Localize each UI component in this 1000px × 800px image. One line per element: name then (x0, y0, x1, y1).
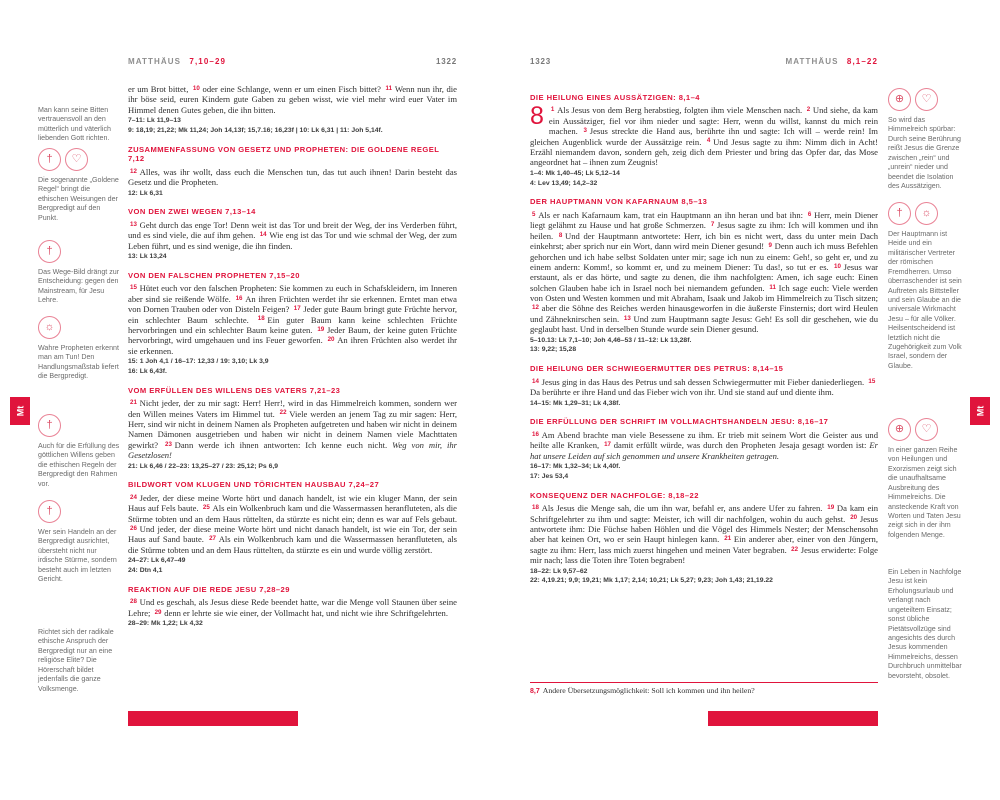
healing-icon: ⊕ (888, 418, 911, 441)
cross-references: 18–22: Lk 9,57–62 (530, 567, 588, 575)
section (128, 386, 457, 472)
section-heading: VON DEN ZWEI WEGEN 7,13–14 (128, 207, 256, 217)
cross-references: 5–10.13: Lk 7,1–10; Joh 4,46–53 / 11–12: Lk 13,28f. (530, 336, 692, 344)
verse-number: 28 (130, 598, 137, 606)
verse-number: 18 (532, 504, 539, 512)
verse-number: 19 (827, 504, 835, 512)
section (530, 93, 878, 188)
verse-paragraph: 8 $^1$ Als Jesus von dem Berg herabstieg, folgten ihm viele Menschen nach. $^2$ Und siehe, da kam ein Aussätziger, fiel vor ihm nieder und sagte: Herr, wenn du willst, kannst du mich rein machen. $^3$ Jesus streckte die Hand aus, berührte ihn und sagte: Ich will – werde rein! Im gleichen Augenblick wurde der Aussätzige rein. $^4$ Und Jesus sagte zu ihm: Nimm dich in Acht! Erzähl niemandem davon, sondern geh, zeig dich dem Priester und bring das Opfer dar, das Mose angeordnet hat – ihnen zum Zeugnis! (530, 102, 878, 168)
margin-note-icons (888, 418, 964, 441)
footer-accent-bar-left (128, 711, 298, 726)
verse-number: 25 (202, 504, 210, 512)
section (530, 491, 878, 586)
section (530, 417, 878, 481)
verse-number: 20 (850, 514, 858, 522)
verse-number: 14 (532, 377, 539, 385)
section (128, 271, 457, 377)
margin-note-icons (38, 240, 122, 263)
light-icon: ☼ (915, 202, 938, 225)
verse-number: 9 (768, 241, 772, 249)
verse-paragraph: er um Brot bittet, $^{10}$ oder eine Schlange, wenn er um einen Fisch bittet? $^{11}$ Wenn nun ihr, die ihr böse seid, euren Kindern gute Gaben zu geben wisst, wie viel mehr wird euer Vater im Himmel denen Gutes geben, die ihn bitten. (128, 84, 457, 115)
cross-references: 17: Jes 53,4 (530, 472, 569, 480)
right_page-sections (530, 84, 878, 678)
cross-references: 4: Lev 13,49; 14,2–32 (530, 179, 598, 187)
margin-note-text: So wird das Himmelreich spürbar: Durch seine Berührung reißt Jesus die Grenze zwischen „rein“ und „unrein“ nieder und beendet die Isolation des Aussätzigen. (888, 116, 961, 190)
section-reference: 7,24–27 (348, 480, 380, 490)
verse-number: 11 (769, 283, 776, 291)
section-heading: VOM ERFÜLLEN DES WILLENS DES VATERS 7,21–23 (128, 385, 341, 395)
margin-note-text: Man kann seine Bitten vertrauensvoll an den mütterlich und väterlich liebenden Gott richten. (38, 106, 111, 143)
cross-references: 24–27: Lk 6,47–49 (128, 557, 186, 565)
cross-references: 13: Lk 13,24 (128, 253, 167, 261)
running-head-left (128, 57, 226, 66)
section (128, 480, 457, 575)
verse-number: 15 (868, 377, 876, 385)
emphasized-text: Weg von mir, ihr Gesetzlosen! (128, 439, 457, 461)
cross-references: 12: Lk 6,31 (128, 189, 163, 197)
verse-number: 4 (706, 137, 711, 145)
cross-icon: † (38, 414, 61, 437)
section-reference: 8,1–4 (678, 93, 700, 102)
margin-note (38, 500, 122, 585)
book-name: MATTHÄUS (128, 57, 182, 66)
verse-number: 8 (558, 231, 563, 239)
verse-number: 7 (710, 221, 715, 229)
cross-references: 13: 9,22; 15,28 (530, 346, 577, 354)
margin-note-icons (38, 148, 122, 171)
book-name: MATTHÄUS (785, 57, 839, 66)
verse-number: 16 (235, 294, 243, 302)
verse-number: 13 (623, 314, 631, 322)
verse-paragraph: $^{24}$ Jeder, der diese meine Worte hört und danach handelt, ist wie ein kluger Mann, der sein Haus auf Fels baute. $^{25}$ Als ein Wolkenbruch kam und die Wassermassen heranfluteten, als die Stürme tobten und an dem Haus rüttelten, da stürzte es nicht ein; denn es war auf Fels gebaut. $^{26}$ Und jeder, der diese meine Worte hört und nicht danach handelt, ist wie ein Tor, der sein Haus auf Sand baute. $^{27}$ Als ein Wolkenbruch kam und die Wassermassen heranfluteten, als die Stürme tobten und an dem Haus rüttelten, da stürzte es ein und wurde völlig zerstört. (128, 492, 457, 555)
margin-note (38, 414, 122, 489)
verse-paragraph: $^{28}$ Und es geschah, als Jesus diese Rede beendet hatte, war die Menge voll Staunen über seine Lehre; $^{29}$ denn er lehrte sie wie einer, der Vollmacht hat, und nicht wie ihre Schriftgelehrten. (128, 597, 457, 618)
verse-paragraph: $^{13}$ Geht durch das enge Tor! Denn weit ist das Tor und breit der Weg, der ins Verderben führt, und es sind viele, die auf ihm gehen. $^{14}$ Wie eng ist das Tor und wie schmal der Weg, der zum Leben führt, und es sind wenige, die ihn finden. (128, 219, 457, 251)
cross-references: 9: 18,19; 21,22; Mk 11,24; Joh 14,13f; 15,7.16; 16,23f | 10: Lk 6,31 | 11: Joh 5,14f. (128, 127, 383, 134)
page-number-right: 1323 (530, 57, 551, 66)
margin-note-text: Wahre Propheten erkennt man am Tun! Den Handlungsmaßstab liefert die Bergpredigt. (38, 344, 119, 381)
margin-note-text: Richtet sich der radikale ethische Anspruch der Bergpredigt nur an eine religiöse Elite? Die Hörerschaft bildet jedenfalls die ganze Volksmenge. (38, 628, 114, 693)
section (128, 207, 457, 261)
verse-paragraph: $^{18}$ Als Jesus die Menge sah, die um ihn war, befahl er, ans andere Ufer zu fahren. $^{19}$ Da kam ein Schriftgelehrter zu ihm und sagte: Meister, ich will dir nachfolgen, wohin du auch gehst. $^{20}$ Jesus antwortete ihm: Die Füchse haben Höhlen und die Vögel des Himmels Nester; der Menschensohn aber hat keinen Ort, wo er sein Haupt hinlegen kann. $^{21}$ Ein anderer aber, einer von den Jüngern, sagte zu ihm: Herr, lass mich zuerst hingehen und meinen Vater begraben. $^{22}$ Jesus erwiderte: Folge mir nach; lass die Toten ihre Toten begraben! (530, 503, 878, 566)
margin-note-icons (888, 88, 964, 111)
heart-icon: ♡ (915, 418, 938, 441)
book-edge-tab-left (10, 397, 30, 425)
verse-number: 17 (604, 441, 611, 449)
section-reference: 8,18–22 (668, 490, 699, 500)
margin-note-text: Wer sein Handeln an der Bergpredigt ausrichtet, übersteht nicht nur irdische Stürme, sondern besteht auch im letzten Gericht. (38, 528, 117, 584)
section (128, 145, 457, 199)
chapter-range: 7,10–29 (189, 57, 227, 66)
margin-note-icons (38, 500, 122, 523)
light-icon: ☼ (38, 316, 61, 339)
section-heading: ZUSAMMENFASSUNG VON GESETZ UND PROPHETEN: DIE GOLDENE REGEL 7,12 (128, 144, 440, 164)
verse-number: 23 (165, 440, 172, 448)
margin-note-icons (888, 202, 964, 225)
cross-references: 15: 1 Joh 4,1 / 16–17: 12,33 / 19: 3,10; Lk 3,9 (128, 358, 269, 366)
footnote-text: Andere Übersetzungsmöglichkeit: Soll ich kommen und ihn heilen? (542, 686, 755, 695)
margin-note (38, 106, 122, 144)
verse-number: 27 (209, 535, 216, 543)
verse-number: 22 (791, 545, 799, 553)
section-heading: VON DEN FALSCHEN PROPHETEN 7,15–20 (128, 270, 300, 280)
verse-number: 22 (279, 409, 287, 417)
section (128, 84, 457, 136)
margin-note (38, 316, 122, 382)
margin-note-text: Der Hauptmann ist Heide und ein militärischer Vertreter der römischen Fremdherren. Umso überraschender ist sein Auftreten als Bittsteller und sein Glaube an die universale Wirkmacht Jesu – für alle Völker. Heilsentscheidend ist letztlich nicht die Zugehörigkeit zum Volk Israel, sondern der Glaube. (888, 230, 962, 370)
verse-paragraph: $^{14}$ Jesus ging in das Haus des Petrus und sah dessen Schwiegermutter mit Fieber daniederliegen. $^{15}$ Da berührte er ihre Hand und das Fieber wich von ihr. Und sie stand auf und diente ihm. (530, 376, 876, 398)
cross-references: 1–4: Mk 1,40–45; Lk 5,12–14 (530, 169, 620, 177)
left_page-margin (38, 88, 122, 718)
footnote-marker: 8,7 (530, 688, 540, 695)
verse-number: 26 (130, 524, 137, 532)
page-header-left (128, 57, 457, 69)
section-heading: DIE ERFÜLLUNG DER SCHRIFT IM VOLLMACHTSHANDELN JESU: 8,16–17 (530, 417, 829, 427)
cross-references: 7–11: Lk 11,9–13 (128, 117, 181, 125)
margin-note-text: Das Wege-Bild drängt zur Entscheidung: gegen den Mainstream, für Jesu Lehre. (38, 268, 120, 305)
section-reference: 7,28–29 (259, 584, 290, 594)
margin-note (38, 628, 122, 694)
page-header-right (530, 57, 878, 69)
verse-number: 21 (724, 535, 732, 543)
heart-icon: ♡ (915, 88, 938, 111)
verse-number: 24 (130, 493, 137, 501)
verse-number: 1 (550, 106, 555, 114)
running-head-right (786, 57, 879, 66)
verse-number: 18 (257, 315, 265, 323)
verse-paragraph: $^{16}$ Am Abend brachte man viele Besessene zu ihm. Er trieb mit seinem Wort die Geister aus und heilte alle Kranken, $^{17}$ damit erfüllt würde, was durch den Propheten Jesaja gesagt worden ist: Er hat unsere Leiden auf sich genommen und unsere Krankheiten getragen. (530, 429, 878, 461)
section-heading: KONSEQUENZ DER NACHFOLGE: 8,18–22 (530, 490, 699, 500)
verse-paragraph: $^5$ Als er nach Kafarnaum kam, trat ein Hauptmann an ihn heran und bat ihn: $^6$ Herr, mein Diener liegt gelähmt zu Hause und hat große Schmerzen. $^7$ Jesus sagte zu ihm: Ich will kommen und ihn heilen. $^8$ Und der Hauptmann antwortete: Herr, ich bin es nicht wert, dass du unter mein Dach einkehrst; aber sprich nur ein Wort, dann wird mein Diener gesund! $^9$ Denn auch ich muss Befehlen gehorchen und ich habe selbst Soldaten unter mir; sage ich nun zu einem: Geh!, so geht er, und zu einem andern: Komm!, so kommt er, und zu meinem Diener: Tu das!, so tut er es. $^{10}$ Jesus war erstaunt, als er das hörte, und sagte zu denen, die ihm nachfolgten: Amen, ich sage euch: Einen solchen Glauben habe ich in Israel noch bei niemandem gefunden. $^{11}$ Ich sage euch: Viele werden von Osten und Westen kommen und mit Abraham, Isaak und Jakob im Himmelreich zu Tisch sitzen; $^{12}$ aber die Söhne des Reiches werden hinausgeworfen in die äußerste Finsternis; dort wird Heulen und Zähneknirschen sein. $^{13}$ Und zum Hauptmann sagte Jesus: Geh! Es soll dir geschehen, wie du geglaubt hast. Und in derselben Stunde wurde sein Diener gesund. (530, 209, 878, 335)
section-heading: REAKTION AUF DIE REDE JESU 7,28–29 (128, 584, 290, 594)
verse-number: 29 (154, 608, 162, 616)
verse-number: 20 (327, 336, 335, 344)
verse-number: 12 (532, 304, 539, 312)
cross-references: 14–15: Mk 1,29–31; Lk 4,38f. (530, 399, 621, 407)
verse-number: 19 (317, 325, 325, 333)
chapter-range: 8,1–22 (846, 57, 878, 66)
verse-number: 10 (192, 84, 200, 92)
section-heading: DIE HEILUNG EINES AUSSÄTZIGEN: 8,1–4 (530, 93, 700, 102)
margin-note-text: Die sogenannte „Goldene Regel“ bringt die ethischen Weisungen der Bergpredigt auf den Punkt. (38, 176, 119, 222)
cross-references: 22: 4,19.21; 9,9; 19,21; Mk 1,17; 2,14; 10,21; Lk 5,27; 9,23; Joh 1,43; 21,19.22 (530, 577, 773, 585)
cross-references: 21: Lk 6,46 / 22–23: 13,25–27 / 23: 25,12; Ps 6,9 (128, 462, 279, 470)
right_page-margin (888, 88, 964, 718)
verse-paragraph: $^{15}$ Hütet euch vor den falschen Propheten: Sie kommen zu euch in Schafskleidern, im Inneren aber sind sie reißende Wölfe. $^{16}$ An ihren Früchten werdet ihr sie erkennen. Erntet man etwa von Dornen Trauben oder von Disteln Feigen? $^{17}$ Jeder gute Baum bringt gute Früchte hervor, ein schlechter Baum schlechte. $^{18}$ Ein guter Baum kann keine schlechten Früchte hervorbringen und ein schlechter Baum keine guten. $^{19}$ Jeder Baum, der keine guten Früchte hervorbringt, wird umgehauen und ins Feuer geworfen. $^{20}$ An ihren Früchten also werdet ihr sie erkennen. (128, 283, 457, 356)
margin-note (888, 88, 964, 191)
section-heading: BILDWORT VOM KLUGEN UND TÖRICHTEN HAUSBAU 7,24–27 (128, 480, 380, 490)
section-reference: 7,21–23 (309, 385, 341, 395)
cross-references: 16–17: Mk 1,32–34; Lk 4,40f. (530, 463, 621, 471)
margin-note-icons (38, 414, 122, 437)
verse-number: 14 (259, 231, 267, 239)
section-reference: 7,15–20 (269, 270, 300, 280)
emphasized-text: Er hat unsere Leiden auf sich genommen und unsere Krankheiten getragen. (530, 440, 878, 461)
verse-number: 17 (293, 304, 301, 312)
book-tab-label: Mt (975, 405, 985, 417)
cross-icon: † (38, 500, 61, 523)
section (530, 197, 878, 355)
book-edge-tab-right (970, 397, 990, 425)
margin-note (38, 148, 122, 223)
verse-number: 10 (834, 262, 841, 270)
verse-paragraph: $^{12}$ Alles, was ihr wollt, dass euch die Menschen tun, das tut auch ihnen! Darin besteht das Gesetz und die Propheten. (128, 166, 457, 188)
left_page-sections (128, 84, 457, 706)
verse-number: 11 (385, 84, 393, 92)
cross-icon: † (38, 240, 61, 263)
margin-note-text: In einer ganzen Reihe von Heilungen und Exorzismen zeigt sich die unaufhaltsame Ausbreitung des Himmelreichs. Die ansteckende Kraft von Worten und Taten Jesu zeigt sich in der ihm folgenden Menge. (888, 446, 961, 539)
margin-note (888, 418, 964, 540)
cross-icon: † (38, 148, 61, 171)
margin-note (888, 202, 964, 371)
section-reference: 8,5–13 (681, 197, 708, 207)
verse-number: 13 (130, 220, 137, 228)
verse-number: 6 (807, 210, 812, 218)
cross-references: 28–29: Mk 1,22; Lk 4,32 (128, 620, 203, 628)
healing-icon: ⊕ (888, 88, 911, 111)
verse-number: 2 (806, 106, 811, 114)
footnote (530, 682, 878, 695)
section-heading: DIE HEILUNG DER SCHWIEGERMUTTER DES PETRUS: 8,14–15 (530, 364, 784, 374)
cross-references: 24: Dtn 4,1 (128, 567, 163, 575)
verse-number: 3 (583, 127, 587, 135)
cross-references: 16: Lk 6,43f. (128, 367, 167, 375)
section-reference: 8,14–15 (752, 364, 784, 374)
verse-number: 21 (130, 399, 137, 407)
page-number-left: 1322 (436, 57, 457, 66)
section-heading: DER HAUPTMANN VON KAFARNAUM 8,5–13 (530, 197, 708, 207)
margin-note (38, 240, 122, 306)
section-reference: 7,12 (128, 154, 145, 164)
heart-icon: ♡ (65, 148, 88, 171)
verse-number: 5 (532, 210, 536, 218)
section (530, 364, 878, 408)
verse-number: 16 (532, 430, 539, 438)
cross-icon: † (888, 202, 911, 225)
book-tab-label: Mt (15, 405, 25, 417)
footer-accent-bar-right (708, 711, 878, 726)
margin-note-icons (38, 316, 122, 339)
margin-note-text: Auch für die Erfüllung des göttlichen Willens geben die ethischen Regeln der Bergpredigt den Rahmen vor. (38, 442, 120, 488)
section-reference: 7,13–14 (225, 207, 256, 217)
margin-note-text: Ein Leben in Nachfolge Jesu ist kein Erholungsurlaub und verlangt nach ungeteiltem Einsatz; sonst übliche Pietätsvollzüge sind angesichts des durch Jesus kommenden Himmelreichs, dessen Durchbruch unmittelbar bevorsteht, obsolet. (888, 568, 962, 680)
section (128, 585, 457, 629)
chapter-dropcap: 8 (530, 102, 544, 131)
verse-paragraph: $^{21}$ Nicht jeder, der zu mir sagt: Herr! Herr!, wird in das Himmelreich kommen, sondern wer den Willen meines Vaters im Himmel tut. $^{22}$ Viele werden an jenem Tag zu mir sagen: Herr, Herr, sind wir nicht in deinem Namen als Propheten aufgetreten und haben wir nicht in deinem Namen Dämonen ausgetrieben und haben wir nicht in deinem Namen viele Machttaten gewirkt? $^{23}$ Dann werde ich ihnen antworten: Ich kenne euch nicht. Weg von mir, ihr Gesetzlosen! (128, 398, 457, 461)
margin-note (888, 568, 964, 681)
verse-number: 12 (130, 167, 137, 175)
verse-number: 15 (130, 284, 137, 292)
section-reference: 8,16–17 (797, 417, 829, 427)
